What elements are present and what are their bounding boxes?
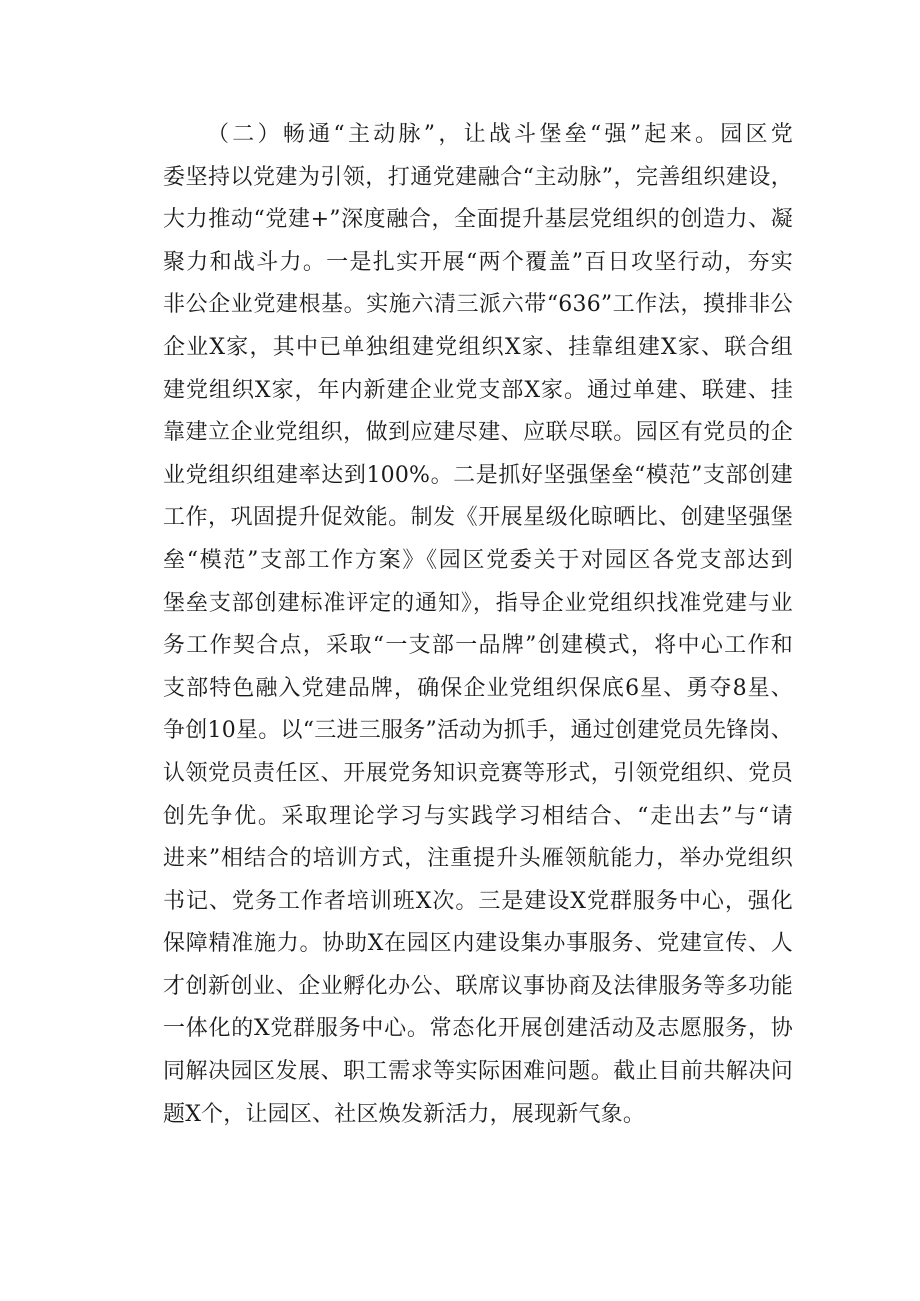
paragraph-line: 委坚持以党建为引领，打通党建融合“主动脉”，完善组织建设， [163,164,793,190]
paragraph-line: 靠建立企业党组织，做到应建尽建、应联尽联。园区有党员的企 [163,420,793,446]
paragraph-line: 保障精准施力。协助X在园区内建设集办事服务、党建宣传、人 [163,931,793,957]
paragraph-line: 建党组织X家，年内新建企业党支部X家。通过单建、联建、挂 [163,377,793,403]
paragraph-line: 认领党员责任区、开展党务知识竞赛等形式，引领党组织、党员 [163,760,793,786]
paragraph-line: 垒“模范”支部工作方案》《园区党委关于对园区各党支部达到 [163,547,793,573]
paragraph-line: 创先争优。采取理论学习与实践学习相结合、“走出去”与“请 [163,803,793,829]
paragraph-line: 同解决园区发展、职工需求等实际困难问题。截止目前共解决问 [163,1059,793,1085]
paragraph-line: 才创新创业、企业孵化办公、联席议事协商及法律服务等多功能 [163,973,793,999]
paragraph-line: 大力推动“党建+”深度融合，全面提升基层党组织的创造力、凝 [163,207,793,233]
paragraph-line: 进来”相结合的培训方式，注重提升头雁领航能力，举办党组织 [163,846,793,872]
paragraph-line: 务工作契合点，采取“一支部一品牌”创建模式，将中心工作和 [163,633,793,659]
paragraph-line: 题X个，让园区、社区焕发新活力，展现新气象。 [163,1101,646,1127]
paragraph-line: 争创10星。以“三进三服务”活动为抓手，通过创建党员先锋岗、 [163,718,793,744]
paragraph-line: 工作，巩固提升促效能。制发《开展星级化晾晒比、创建坚强堡 [163,505,793,531]
paragraph-line: 书记、党务工作者培训班X次。三是建设X党群服务中心，强化 [163,888,793,914]
paragraph-line: 一体化的X党群服务中心。常态化开展创建活动及志愿服务，协 [163,1016,793,1042]
paragraph-line: 堡垒支部创建标准评定的通知》，指导企业党组织找准党建与业 [163,590,793,616]
paragraph-line: 业党组织组建率达到100%。二是抓好坚强堡垒“模范”支部创建 [163,462,793,488]
paragraph-line: 支部特色融入党建品牌，确保企业党组织保底6星、勇夺8星、 [163,675,793,701]
paragraph-line: 聚力和战斗力。一是扎实开展“两个覆盖”百日攻坚行动，夯实 [163,249,793,275]
paragraph-line: （二）畅通“主动脉”，让战斗堡垒“强”起来。园区党 [207,122,793,147]
paragraph-line: 非公企业党建根基。实施六清三派六带“636”工作法，摸排非公 [163,292,793,318]
paragraph-line: 企业X家，其中已单独组建党组织X家、挂靠组建X家、联合组 [163,334,793,360]
paragraph-body [163,114,793,1136]
